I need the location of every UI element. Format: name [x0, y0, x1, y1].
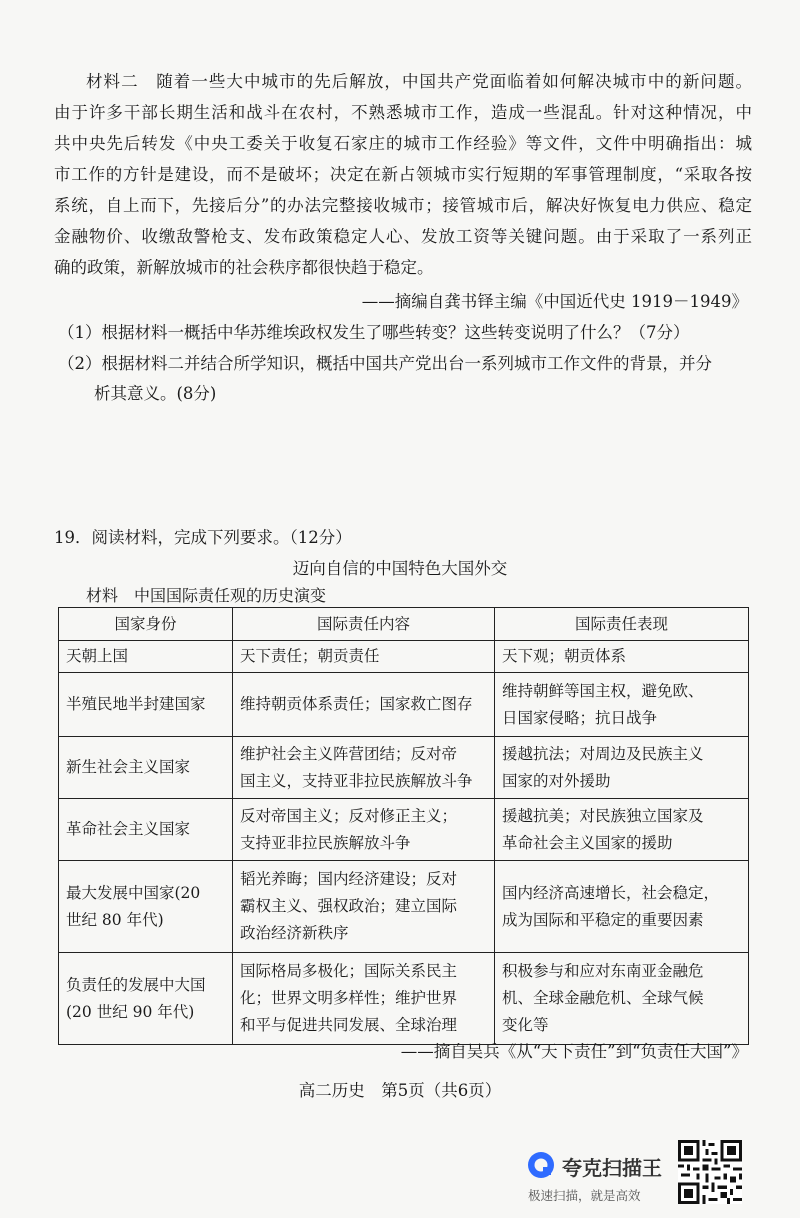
scanner-slogan: 极速扫描，就是高效: [528, 1188, 641, 1203]
table-row: [59, 861, 749, 953]
table-cell: 国际格局多极化；国际关系民主 化；世界文明多样性；维护世界 和平与促进共同发展、全球治理: [233, 953, 495, 1045]
table-cell: 革命社会主义国家: [59, 799, 233, 861]
table-source: ——摘自吴兵《从“天下责任”到“负责任大国”》: [400, 1042, 748, 1061]
question-1: （1）根据材料一概括中华苏维埃政权发生了哪些转变？这些转变说明了什么？（7分）: [58, 323, 690, 342]
table-cell: 负责任的发展中大国 (20 世纪 90 年代): [59, 953, 233, 1045]
responsibility-table: [58, 607, 749, 1045]
table-cell: 天朝上国: [59, 641, 233, 673]
table-cell: 最大发展中国家(20 世纪 80 年代): [59, 861, 233, 953]
material2-line-5: 系统，自上而下，先接后分”的办法完整接收城市；接管城市后，解决好恢复电力供应、稳定: [54, 196, 752, 215]
table-cell: 新生社会主义国家: [59, 737, 233, 799]
question-19-title: 迈向自信的中国特色大国外交: [292, 559, 508, 578]
material2-line-6: 金融物价、收缴敌警枪支、发布政策稳定人心、发放工资等关键问题。由于采取了一系列正: [54, 227, 752, 246]
table-header: 国家身份: [59, 608, 233, 641]
table-header: 国际责任内容: [233, 608, 495, 641]
material2-source: ——摘编自龚书铎主编《中国近代史 1919－1949》: [361, 292, 748, 311]
question-2-line-1: （2）根据材料二并结合所学知识，概括中国共产党出台一系列城市工作文件的背景，并分: [58, 354, 712, 373]
material2-line-2: 由于许多干部长期生活和战斗在农村，不熟悉城市工作，造成一些混乱。针对这种情况，中: [54, 103, 752, 122]
scanner-watermark: [526, 1146, 666, 1206]
table-cell: 天下责任；朝贡责任: [233, 641, 495, 673]
table-cell: 韬光养晦；国内经济建设；反对 霸权主义、强权政治；建立国际 政治经济新秩序: [233, 861, 495, 953]
table-cell: 反对帝国主义；反对修正主义； 支持亚非拉民族解放斗争: [233, 799, 495, 861]
table-cell: 援越抗美；对民族独立国家及 革命社会主义国家的援助: [495, 799, 749, 861]
table-row: [59, 673, 749, 737]
table-cell: 维持朝鲜等国主权，避免欧、 日国家侵略；抗日战争: [495, 673, 749, 737]
scanner-logo-icon: [526, 1150, 556, 1180]
table-row: [59, 799, 749, 861]
table-cell: 维护社会主义阵营团结；反对帝 国主义，支持亚非拉民族解放斗争: [233, 737, 495, 799]
question-2-line-2: 析其意义。(8分): [94, 384, 217, 403]
material2-line-3: 共中央先后转发《中央工委关于收复石家庄的城市工作经验》等文件，文件中明确指出：城: [54, 134, 752, 153]
material2-line-7: 确的政策，新解放城市的社会秩序都很快趋于稳定。: [54, 258, 434, 277]
table-cell: 国内经济高速增长，社会稳定， 成为国际和平稳定的重要因素: [495, 861, 749, 953]
table-header-row: [59, 608, 749, 641]
table-cell: 积极参与和应对东南亚金融危 机、全球金融危机、全球气候 变化等: [495, 953, 749, 1045]
material2-line-1: 材料二 随着一些大中城市的先后解放，中国共产党面临着如何解决城市中的新问题。: [86, 72, 752, 91]
question-19-heading: 19．阅读材料，完成下列要求。（12分）: [54, 528, 352, 547]
scanner-brand: 夸克扫描王: [562, 1156, 662, 1180]
table-cell: 半殖民地半封建国家: [59, 673, 233, 737]
table-cell: 援越抗法；对周边及民族主义 国家的对外援助: [495, 737, 749, 799]
table-cell: 天下观；朝贡体系: [495, 641, 749, 673]
material-label: 材料 中国国际责任观的历史演变: [86, 586, 327, 605]
qr-code-icon: [678, 1140, 742, 1204]
table-row: [59, 953, 749, 1045]
table-row: [59, 737, 749, 799]
table-row: [59, 641, 749, 673]
table-header: 国际责任表现: [495, 608, 749, 641]
page-footer: 高二历史 第5页（共6页）: [298, 1081, 502, 1100]
material2-line-4: 市工作的方针是建设，而不是破坏；决定在新占领城市实行短期的军事管理制度，“采取各按: [54, 165, 752, 184]
table-cell: 维持朝贡体系责任；国家救亡图存: [233, 673, 495, 737]
